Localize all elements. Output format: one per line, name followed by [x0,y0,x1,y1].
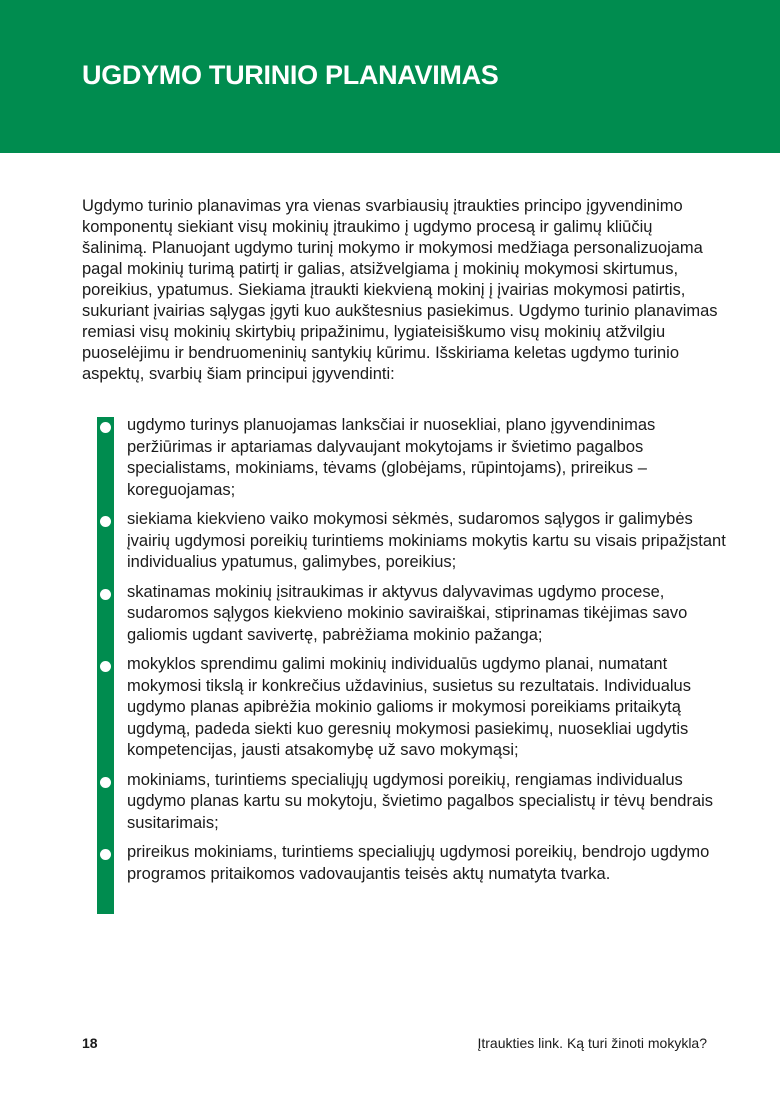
bullet-icon [100,516,111,527]
bullet-icon [100,849,111,860]
list-item [97,415,727,501]
aspects-list [97,415,727,893]
list-item [97,509,727,574]
list-item [97,582,727,647]
bullet-icon [100,661,111,672]
list-item-text: mokyklos sprendimu galimi mokinių individualūs ugdymo planai, numatant mokymosi tikslą ir konkrečius uždavinius, susietus su rezultatais. Individualus ugdymo planas apibrėžia mokinio galioms ir mokymosi poreikiams pritaikytą ugdymą, padeda siekti kuo geresnių mokymosi pasiekimų, nuosekliai ugdytis kompetencijas, jausti atsakomybę už savo mokymąsi; [127,655,691,759]
page-header [0,0,780,153]
page-number: 18 [82,1035,98,1051]
bullet-icon [100,777,111,788]
page-title: UGDYMO TURINIO PLANAVIMAS [82,60,499,90]
running-footer-title: Įtraukties link. Ką turi žinoti mokykla? [477,1035,707,1051]
list-item-text: mokiniams, turintiems specialiųjų ugdymosi poreikių, rengiamas individualus ugdymo planas kartu su mokytoju, švietimo pagalbos specialistų ir tėvų bendrais susitarimais; [127,770,714,832]
list-item-text: ugdymo turinys planuojamas lanksčiai ir nuosekliai, plano įgyvendinimas peržiūrimas ir aptariamas dalyvaujant mokytojams ir švietimo pagalbos specialistams, mokiniams, tėvams (globėjams, rūpintojams), prireikus – koreguojamas; [127,416,656,499]
list-item-text: prireikus mokiniams, turintiems specialiųjų ugdymosi poreikių, bendrojo ugdymo programos pritaikomos vadovaujantis teisės aktų numatyta tvarka. [127,843,710,883]
list-item [97,842,727,885]
list-item [97,770,727,835]
list-item [97,654,727,762]
list-item-text: skatinamas mokinių įsitraukimas ir aktyvus dalyvavimas ugdymo procese, sudaromos sąlygos kiekvieno mokinio saviraiškai, stiprinamas tikėjimas savo galiomis ugdant savivertę, pabrėžiama mokinio pažanga; [127,582,688,644]
intro-paragraph: Ugdymo turinio planavimas yra vienas svarbiausių įtraukties principo įgyvendinimo komponentų siekiant visų mokinių įtraukimo į ugdymo procesą ir galimų kliūčių šalinimą. Planuojant ugdymo turinį mokymo ir mokymosi medžiaga personalizuojama pagal mokinių turimą patirtį ir galias, atsižvelgiama į mokinių mokymosi skirtumus, poreikius, ypatumus. Siekiama įtraukti kiekvieną mokinį į įvairias mokymosi patirtis, sukuriant įvairias sąlygas įgyti kuo aukštesnius pasiekimus. Ugdymo turinio planavimas remiasi visų mokinių skirtybių pripažinimu, lygiateisiškumo visų mokinių atžvilgiu puoselėjimu ir bendruomeninių santykių kūrimu. Išskiriama keletas ugdymo turinio aspektų, svarbių šiam principui įgyvendinti: [82,197,718,383]
bullet-icon [100,422,111,433]
bullet-icon [100,589,111,600]
list-item-text: siekiama kiekvieno vaiko mokymosi sėkmės, sudaromos sąlygos ir galimybės įvairių ugdymosi poreikių turintiems mokiniams mokytis kartu su visais pripažįstant individualius ypatumus, galimybes, poreikius; [127,510,726,571]
